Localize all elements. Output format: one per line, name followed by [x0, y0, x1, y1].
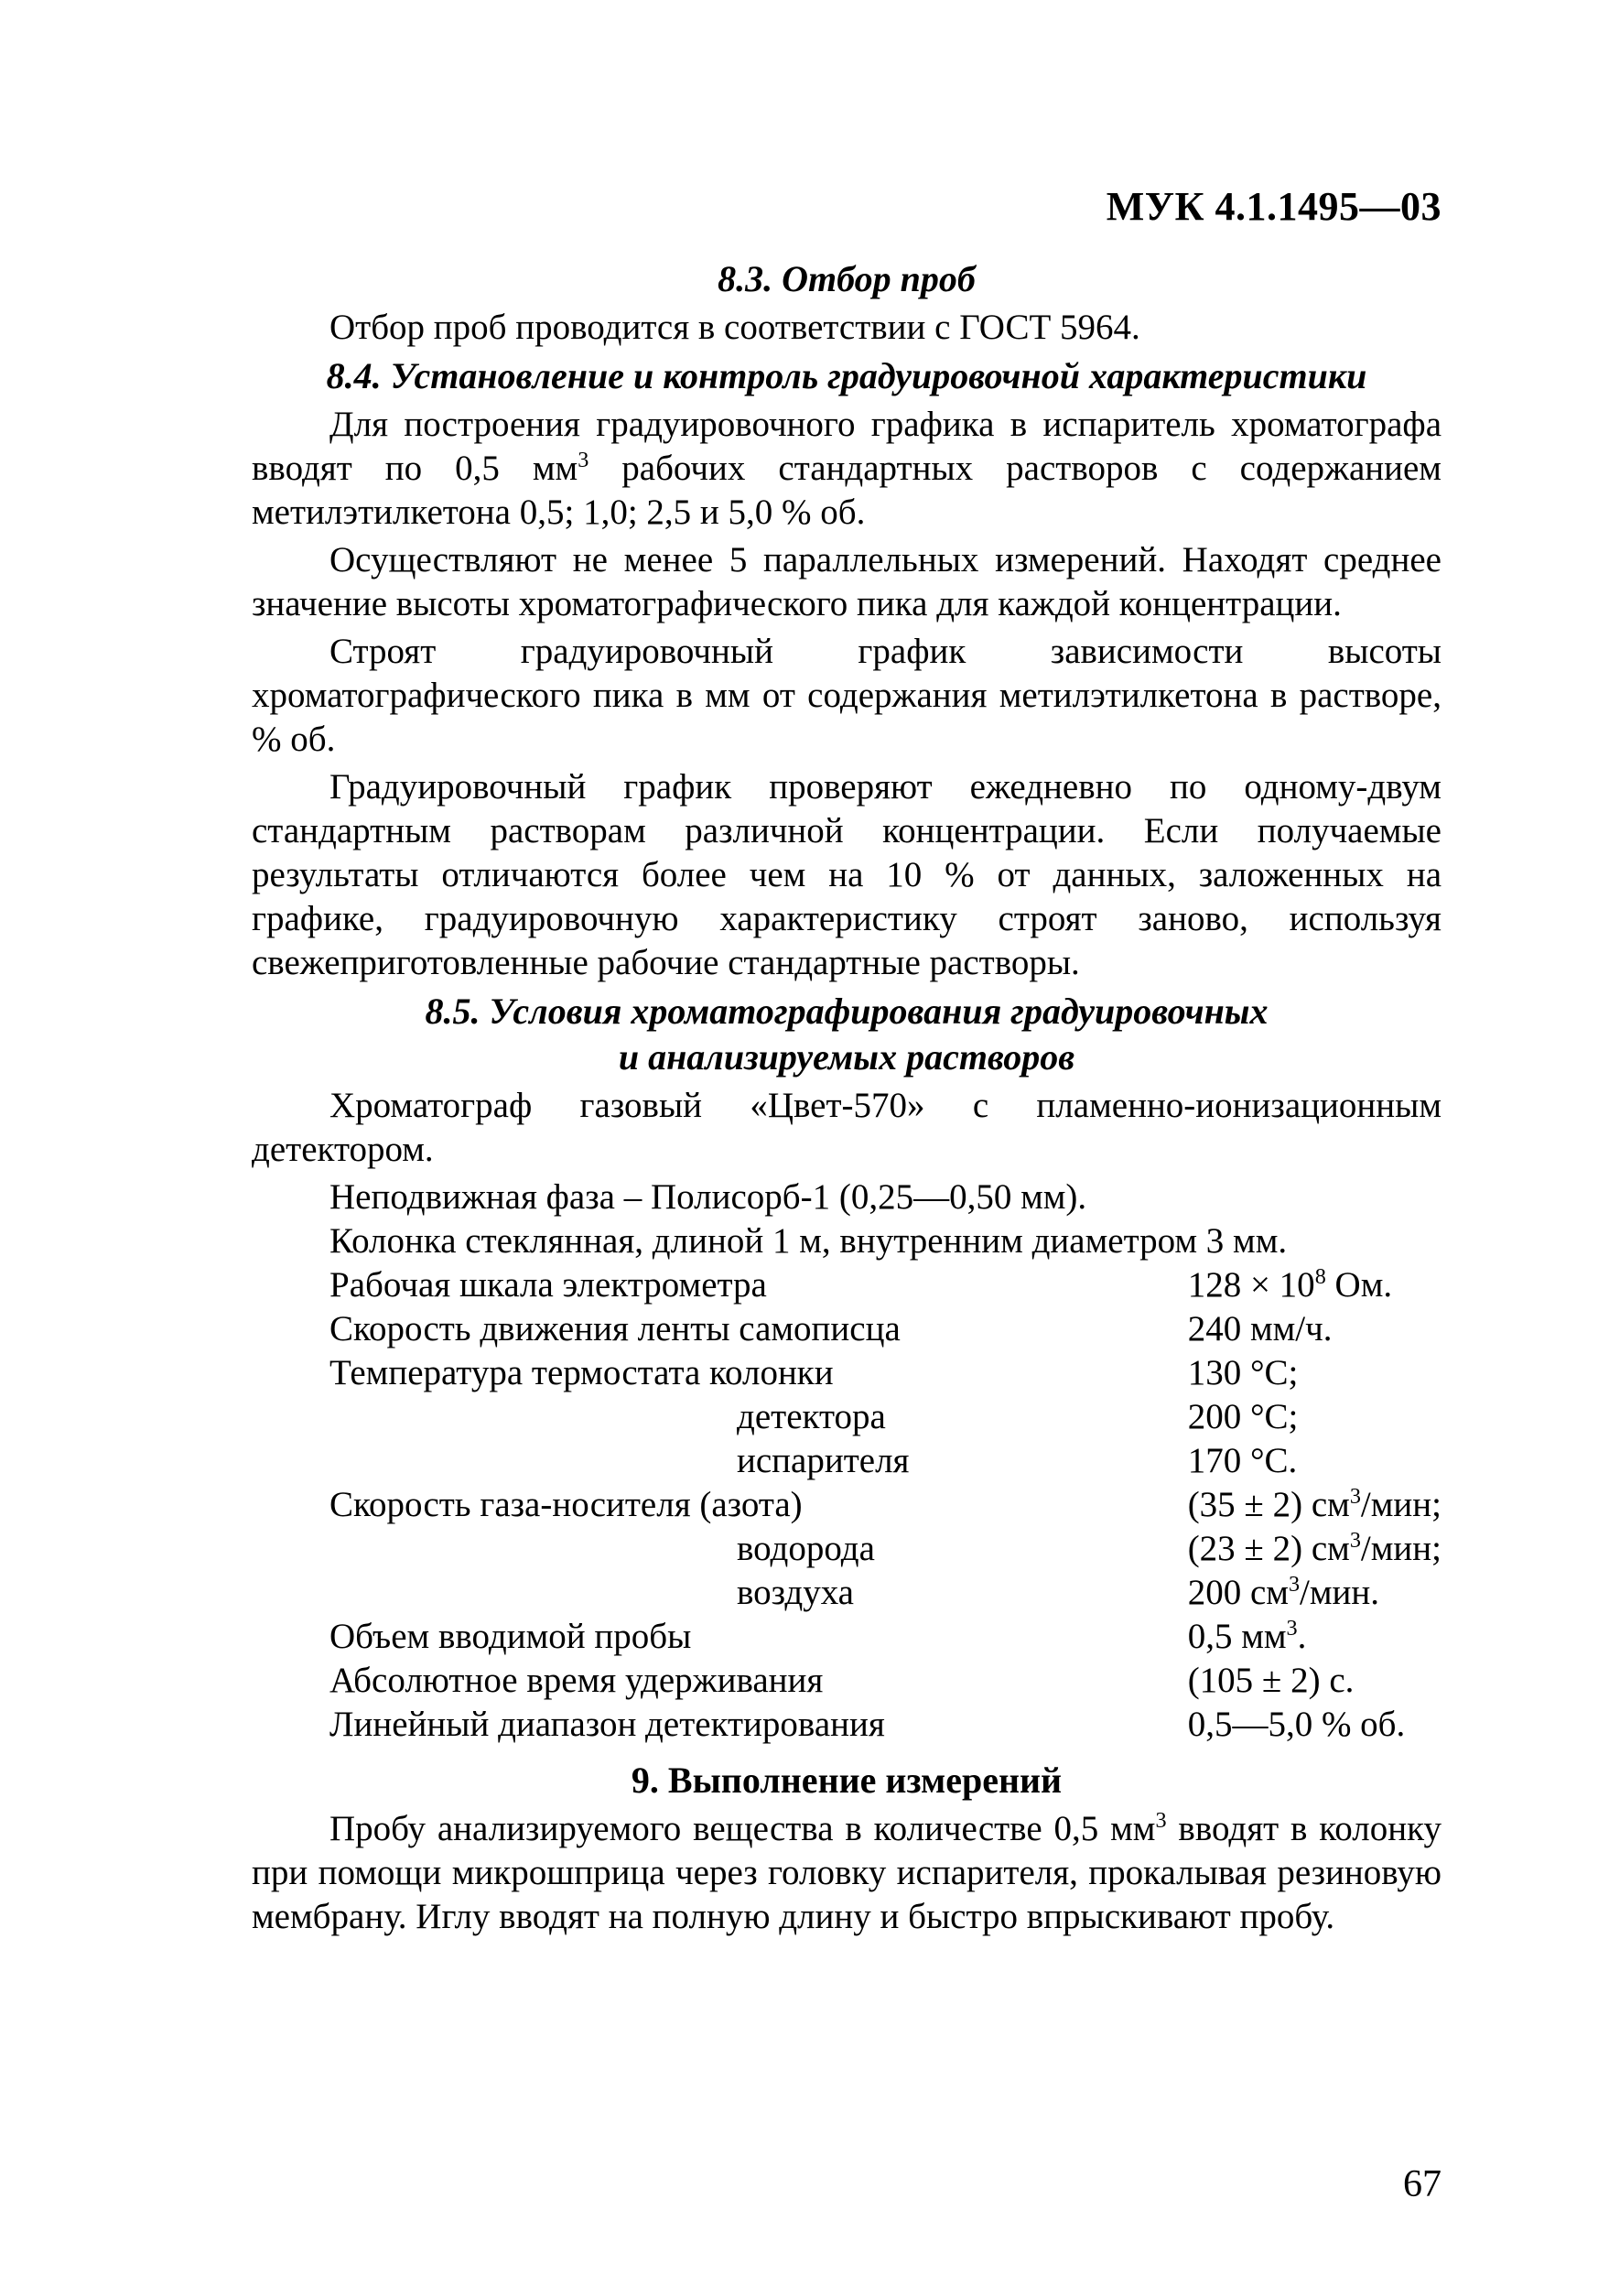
param-row — [329, 1659, 1441, 1703]
param-value-superscript: 3 — [1349, 1528, 1361, 1553]
param-label: Температура термостата колонки — [329, 1353, 834, 1392]
param-row — [329, 1703, 1441, 1747]
param-value — [1188, 1527, 1441, 1571]
param-value — [1188, 1659, 1441, 1703]
param-value-text: 0,5 мм — [1187, 1617, 1287, 1656]
param-row — [329, 1307, 1441, 1351]
section-8-3-text: Отбор проб проводится в соответствии с ГОСТ 5964. — [329, 308, 1140, 347]
param-row — [329, 1483, 1441, 1527]
param-value — [1188, 1263, 1441, 1307]
section-8-4-p1-superscript: 3 — [578, 448, 589, 472]
section-8-4-paragraph-3: Строят градуировочный график зависимости высоты хроматографического пика в мм от содержания метилэтилкетона в растворе, % об. — [252, 632, 1441, 759]
section-9-p1-text-b: вводят в колонку при помощи микрошприца через головку испарителя, прокалывая резиновую мембрану. Иглу вводят на полную длину и быстро впрыскивают пробу. — [252, 1809, 1441, 1936]
section-9-title: 9. Выполнение измерений — [631, 1760, 1063, 1801]
section-8-5-title — [252, 989, 1441, 1080]
param-row — [329, 1527, 1441, 1571]
param-value-suffix: /мин; — [1360, 1485, 1441, 1524]
document-page — [252, 165, 1441, 2206]
param-value-suffix: Ом. — [1325, 1265, 1393, 1305]
param-value-suffix: . — [1297, 1617, 1307, 1656]
section-8-4-title: 8.4. Установление и контроль градуировочной характеристики — [326, 355, 1367, 396]
section-8-4-paragraph-1 — [252, 403, 1441, 535]
param-value — [1188, 1615, 1441, 1659]
section-8-3-title: 8.3. Отбор проб — [718, 258, 976, 299]
param-value-text: 128 × 10 — [1187, 1265, 1315, 1305]
param-row — [329, 1395, 1441, 1439]
param-value-text: 130 °С; — [1187, 1353, 1299, 1392]
param-value-text: 200 см — [1187, 1573, 1289, 1612]
param-value-text: 170 °С. — [1187, 1441, 1298, 1480]
page-number: 67 — [1403, 2163, 1441, 2205]
param-value-text: 240 мм/ч. — [1187, 1309, 1333, 1348]
param-label: детектора — [737, 1397, 886, 1436]
param-value-superscript: 3 — [1288, 1572, 1301, 1597]
param-label: испарителя — [737, 1441, 910, 1480]
param-row — [329, 1571, 1441, 1615]
param-value — [1188, 1351, 1441, 1395]
section-8-5-paragraph-3: Колонка стеклянная, длиной 1 м, внутренним диаметром 3 мм. — [329, 1221, 1288, 1261]
param-value-suffix: /мин. — [1300, 1573, 1380, 1612]
section-8-5-title-line-2: и анализируемых растворов — [618, 1036, 1075, 1078]
param-label: воздуха — [737, 1573, 854, 1612]
param-label: Объем вводимой пробы — [329, 1617, 692, 1656]
param-value-text: (23 ± 2) см — [1187, 1529, 1350, 1568]
param-value — [1188, 1439, 1441, 1483]
section-8-5-title-line-1: 8.5. Условия хроматографирования градуировочных — [425, 991, 1269, 1032]
param-value-superscript: 3 — [1349, 1484, 1361, 1509]
param-value-text: (105 ± 2) с. — [1187, 1661, 1355, 1700]
section-8-5-paragraph-1: Хроматограф газовый «Цвет-570» с пламенно-ионизационным детектором. — [252, 1086, 1441, 1169]
section-8-4-p1-text-b: рабочих стандартных растворов с содержанием метилэтилкетона 0,5; 1,0; 2,5 и 5,0 % об. — [252, 449, 1441, 532]
param-value — [1188, 1703, 1441, 1747]
param-value-suffix: /мин; — [1360, 1529, 1441, 1568]
chromatography-parameters-table — [329, 1263, 1441, 1747]
param-value-superscript: 8 — [1314, 1264, 1326, 1289]
section-9-p1-superscript: 3 — [1155, 1808, 1167, 1833]
param-value — [1188, 1307, 1441, 1351]
section-9-paragraph-1 — [252, 1807, 1441, 1939]
section-9-p1-text-a: Пробу анализируемого вещества в количестве 0,5 мм — [329, 1809, 1156, 1848]
param-value-superscript: 3 — [1286, 1616, 1298, 1641]
param-row — [329, 1615, 1441, 1659]
param-row — [329, 1351, 1441, 1395]
param-label: Абсолютное время удерживания — [329, 1661, 824, 1700]
section-8-4-paragraph-4: Градуировочный график проверяют ежедневно по одному-двум стандартным растворам различной концентрации. Если получаемые результаты отличаются более чем на 10 % от данных, заложенных на графике, градуировочную характеристику строят заново, используя свежеприготовленные рабочие стандартные растворы. — [252, 767, 1441, 982]
param-row — [329, 1439, 1441, 1483]
param-value-text: (35 ± 2) см — [1187, 1485, 1350, 1524]
param-value-text: 0,5—5,0 % об. — [1187, 1705, 1406, 1744]
document-body — [252, 256, 1441, 1943]
param-label: водорода — [737, 1529, 875, 1568]
param-value — [1188, 1395, 1441, 1439]
section-8-4-p1-text-a: Для построения градуировочного графика в испаритель хроматографа вводят по 0,5 мм — [252, 405, 1441, 488]
param-label: Линейный диапазон детектирования — [329, 1705, 885, 1744]
param-row — [329, 1263, 1441, 1307]
param-label: Скорость движения ленты самописца — [329, 1309, 901, 1348]
section-8-4-paragraph-2: Осуществляют не менее 5 параллельных измерений. Находят среднее значение высоты хроматографического пика для каждой концентрации. — [252, 540, 1441, 623]
param-value — [1188, 1571, 1441, 1615]
document-code: МУК 4.1.1495—03 — [1106, 184, 1441, 229]
param-value — [1188, 1483, 1441, 1527]
param-value-text: 200 °С; — [1187, 1397, 1299, 1436]
param-label: Скорость газа-носителя (азота) — [329, 1485, 803, 1524]
param-label: Рабочая шкала электрометра — [329, 1265, 767, 1305]
section-8-5-paragraph-2: Неподвижная фаза – Полисорб-1 (0,25—0,50 мм). — [329, 1177, 1087, 1217]
